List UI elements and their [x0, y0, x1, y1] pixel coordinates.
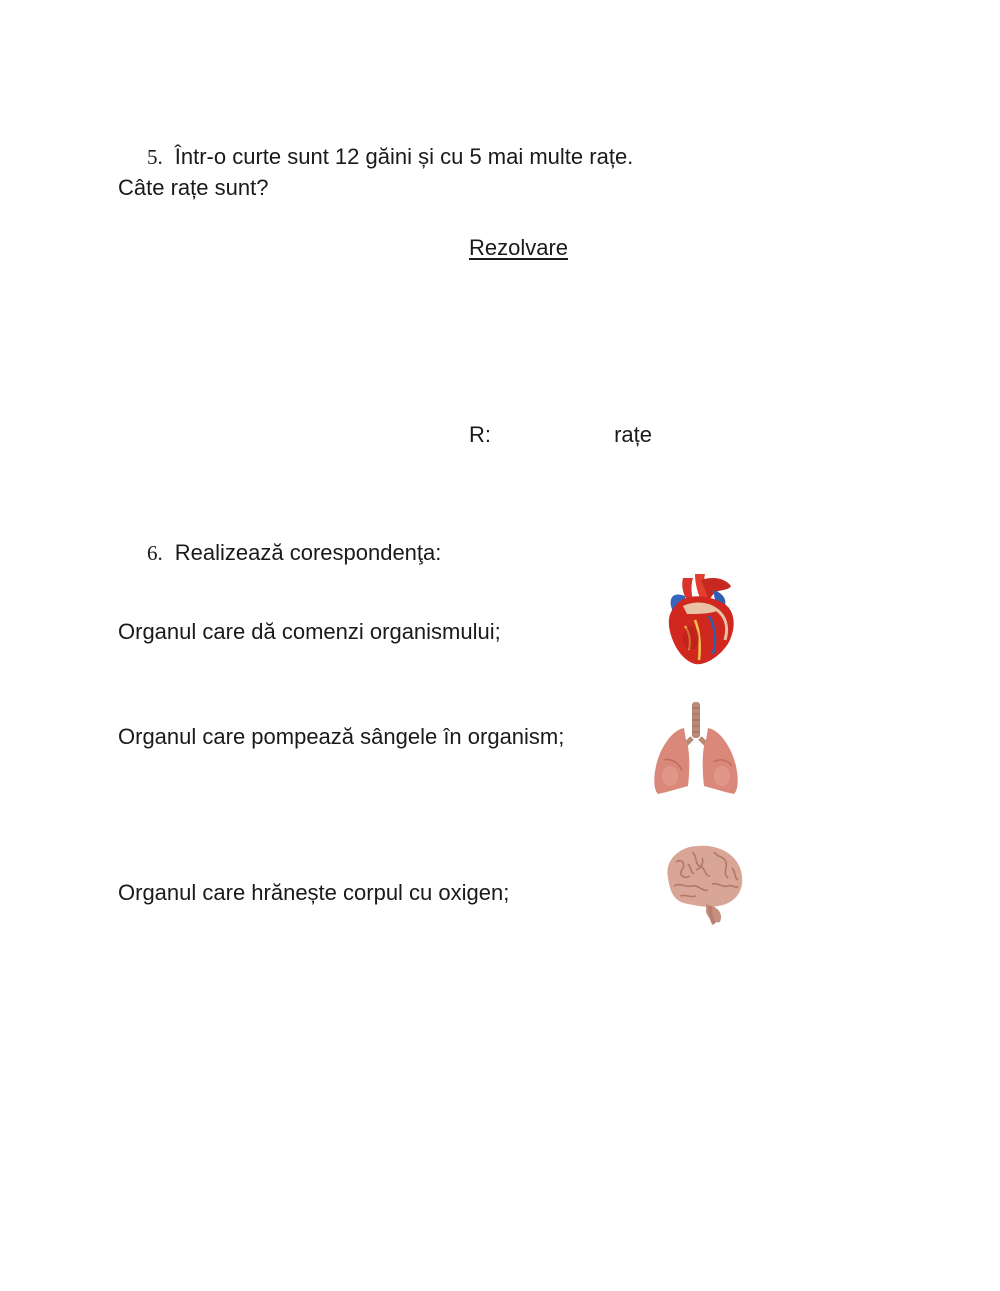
exercise-6-number: 6.	[147, 541, 163, 565]
statement-1[interactable]: Organul care dă comenzi organismului;	[118, 619, 501, 644]
answer-unit: rațe	[614, 422, 652, 447]
exercise-5-number: 5.	[147, 145, 163, 169]
brain-image[interactable]	[658, 842, 748, 926]
exercise-5-question-line-2: Câte rațe sunt?	[118, 175, 269, 200]
solution-heading: Rezolvare	[469, 235, 569, 260]
exercise-6-instruction-text: Realizează corespondenţa:	[174, 540, 442, 565]
lungs-image[interactable]	[650, 700, 742, 796]
statement-3[interactable]: Organul care hrănește corpul cu oxigen;	[118, 880, 510, 905]
exercise-6-instruction	[147, 540, 441, 566]
exercise-5-question-line-1: Într-o curte sunt 12 găini și cu 5 mai multe rațe.	[174, 144, 634, 169]
answer-label: R:	[469, 422, 491, 447]
statement-2[interactable]: Organul care pompează sângele în organism;	[118, 724, 565, 749]
heart-image[interactable]	[655, 570, 755, 670]
exercise-5-question	[147, 144, 633, 170]
